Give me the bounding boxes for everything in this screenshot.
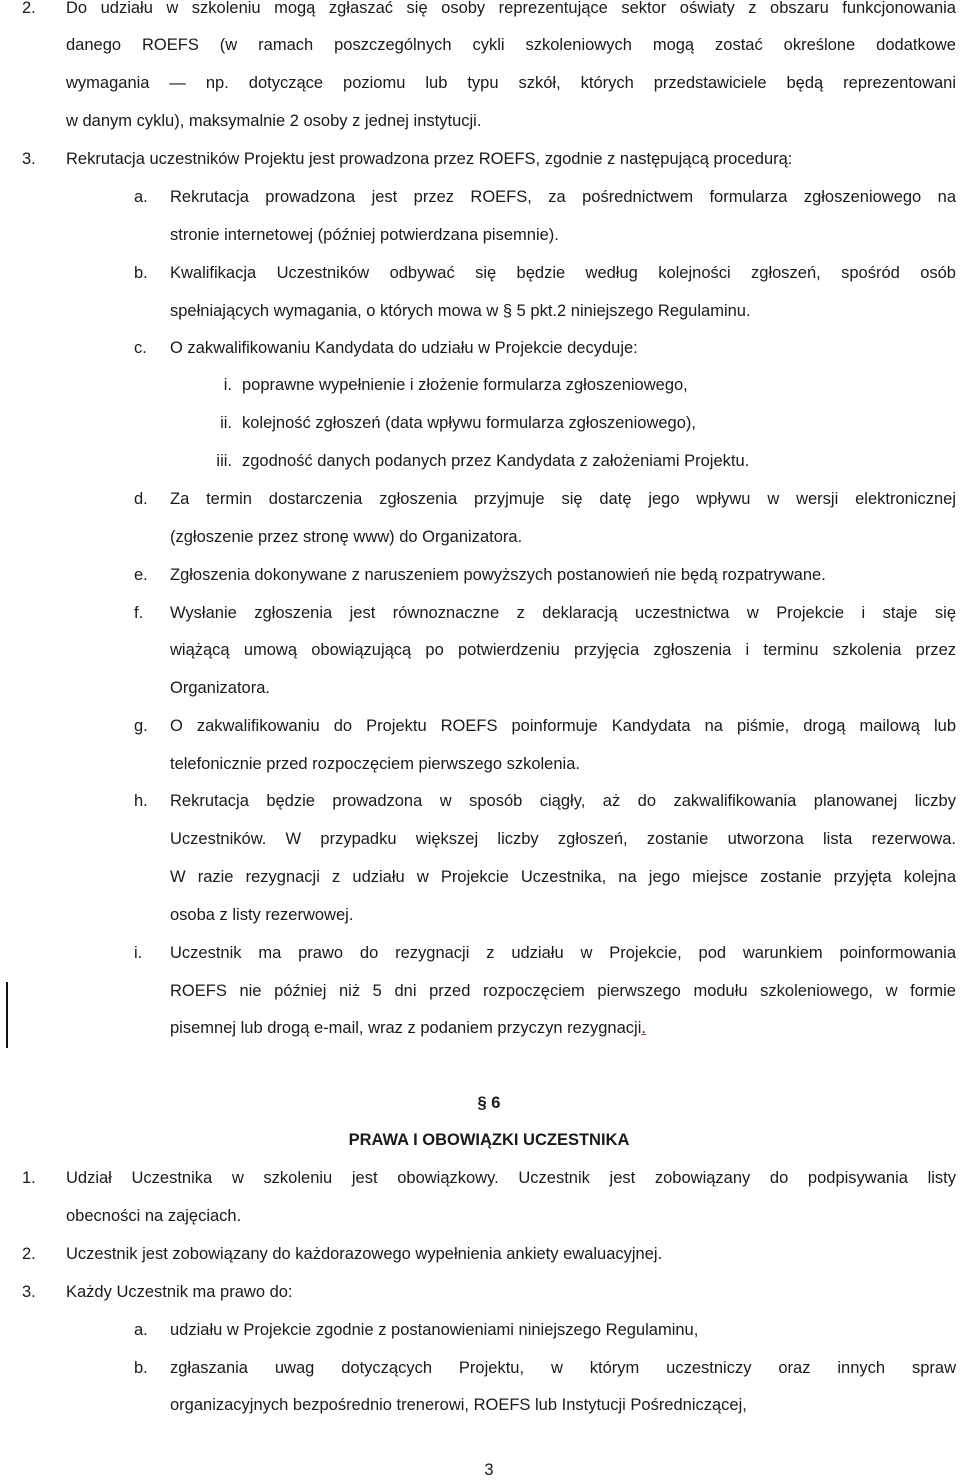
paragraph-line: Uczestnik ma prawo do rezygnacji z udziału w Projekcie, pod warunkiem poinformowania bbox=[170, 944, 956, 962]
subitem-letter: a. bbox=[134, 1321, 148, 1339]
paragraph-line: zgodność danych podanych przez Kandydata z założeniami Projektu. bbox=[242, 452, 750, 470]
page-number: 3 bbox=[484, 1461, 494, 1479]
paragraph-line: telefonicznie przed rozpoczęciem pierwszego szkolenia. bbox=[170, 755, 580, 773]
paragraph-line: Każdy Uczestnik ma prawo do: bbox=[66, 1283, 293, 1301]
subitem-letter: b. bbox=[134, 1359, 148, 1377]
paragraph-line: Do udziału w szkoleniu mogą zgłaszać się osoby reprezentujące sektor oświaty z obszaru funkcjonowania bbox=[66, 0, 956, 17]
paragraph-line: stronie internetowej (później potwierdzana pisemnie). bbox=[170, 226, 559, 244]
paragraph-line: Udział Uczestnika w szkoleniu jest obowiązkowy. Uczestnik jest zobowiązany do podpisywania listy bbox=[66, 1169, 956, 1187]
roman-numeral: i. bbox=[223, 376, 232, 394]
paragraph-line: Za termin dostarczenia zgłoszenia przyjmuje się datę jego wpływu w wersji elektronicznej bbox=[170, 490, 956, 508]
paragraph-line: osoba z listy rezerwowej. bbox=[170, 906, 354, 924]
paragraph-line: (zgłoszenie przez stronę www) do Organizatora. bbox=[170, 528, 523, 546]
item-number: 2. bbox=[22, 1245, 36, 1263]
paragraph-line bbox=[170, 1016, 646, 1040]
paragraph-line: udziału w Projekcie zgodnie z postanowieniami niniejszego Regulaminu, bbox=[170, 1321, 699, 1339]
item-number: 1. bbox=[22, 1169, 36, 1187]
subitem-letter: c. bbox=[134, 339, 147, 357]
paragraph-line: wymagania — np. dotyczące poziomu lub typu szkół, których przedstawiciele będą reprezentowani bbox=[66, 74, 956, 92]
paragraph-line: zgłaszania uwag dotyczących Projektu, w którym uczestniczy oraz innych spraw bbox=[170, 1359, 956, 1377]
paragraph-line: wiążącą umową obowiązującą po potwierdzeniu przyjęcia zgłoszenia i terminu szkolenia przez bbox=[170, 641, 956, 659]
paragraph-line: Rekrutacja będzie prowadzona w sposób ciągły, aż do zakwalifikowania planowanej liczby bbox=[170, 792, 956, 810]
paragraph-line: kolejność zgłoszeń (data wpływu formularza zgłoszeniowego), bbox=[242, 414, 696, 432]
paragraph-line: Zgłoszenia dokonywane z naruszeniem powyższych postanowień nie będą rozpatrywane. bbox=[170, 566, 826, 584]
paragraph-line: w danym cyklu), maksymalnie 2 osoby z jednej instytucji. bbox=[66, 112, 482, 130]
paragraph-line: W razie rezygnacji z udziału w Projekcie Uczestnika, na jego miejsce zostanie przyjęta kolejna bbox=[170, 868, 956, 886]
roman-numeral: iii. bbox=[216, 452, 232, 470]
paragraph-line: obecności na zajęciach. bbox=[66, 1207, 242, 1225]
subitem-letter: b. bbox=[134, 264, 148, 282]
paragraph-line: Wysłanie zgłoszenia jest równoznaczne z deklaracją uczestnictwa w Projekcie i staje się bbox=[170, 604, 956, 622]
subitem-letter: g. bbox=[134, 717, 148, 735]
paragraph-line: O zakwalifikowaniu Kandydata do udziału w Projekcie decyduje: bbox=[170, 339, 638, 357]
subitem-letter: a. bbox=[134, 188, 148, 206]
section-title: PRAWA I OBOWIĄZKI UCZESTNIKA bbox=[348, 1131, 630, 1149]
subitem-letter: h. bbox=[134, 792, 148, 810]
paragraph-line: Rekrutacja prowadzona jest przez ROEFS, za pośrednictwem formularza zgłoszeniowego na bbox=[170, 188, 956, 206]
item-number: 3. bbox=[22, 1283, 36, 1301]
paragraph-line: organizacyjnych bezpośrednio trenerowi, ROEFS lub Instytucji Pośredniczącej, bbox=[170, 1396, 747, 1414]
paragraph-line: spełniających wymagania, o których mowa w § 5 pkt.2 niniejszego Regulaminu. bbox=[170, 302, 751, 320]
paragraph-line: Uczestników. W przypadku większej liczby zgłoszeń, zostanie utworzona lista rezerwowa. bbox=[170, 830, 956, 848]
subitem-letter: e. bbox=[134, 566, 148, 584]
revision-bar bbox=[6, 982, 8, 1048]
paragraph-line: danego ROEFS (w ramach poszczególnych cykli szkoleniowych mogą zostać określone dodatkowe bbox=[66, 36, 956, 54]
subitem-letter: i. bbox=[134, 944, 143, 962]
paragraph-line: Kwalifikacja Uczestników odbywać się będzie według kolejności zgłoszeń, spośród osób bbox=[170, 264, 956, 282]
paragraph-line: Organizatora. bbox=[170, 679, 270, 697]
roman-numeral: ii. bbox=[220, 414, 232, 432]
subitem-letter: f. bbox=[134, 604, 144, 622]
paragraph-text: pisemnej lub drogą e-mail, wraz z podaniem przyczyn rezygnacji bbox=[170, 1019, 642, 1037]
subitem-letter: d. bbox=[134, 490, 148, 508]
item-number: 2. bbox=[22, 0, 36, 17]
section-number: § 6 bbox=[477, 1094, 501, 1112]
paragraph-line: poprawne wypełnienie i złożenie formularza zgłoszeniowego, bbox=[242, 376, 688, 394]
paragraph-line: O zakwalifikowaniu do Projektu ROEFS poinformuje Kandydata na piśmie, drogą mailową lub bbox=[170, 717, 956, 735]
paragraph-line: Rekrutacja uczestników Projektu jest prowadzona przez ROEFS, zgodnie z następującą procedurą: bbox=[66, 150, 793, 168]
paragraph-line: Uczestnik jest zobowiązany do każdorazowego wypełnienia ankiety ewaluacyjnej. bbox=[66, 1245, 663, 1263]
item-number: 3. bbox=[22, 150, 36, 168]
tracked-change-mark: . bbox=[641, 1019, 646, 1037]
paragraph-line: ROEFS nie później niż 5 dni przed rozpoczęciem pierwszego modułu szkoleniowego, w formie bbox=[170, 982, 956, 1000]
